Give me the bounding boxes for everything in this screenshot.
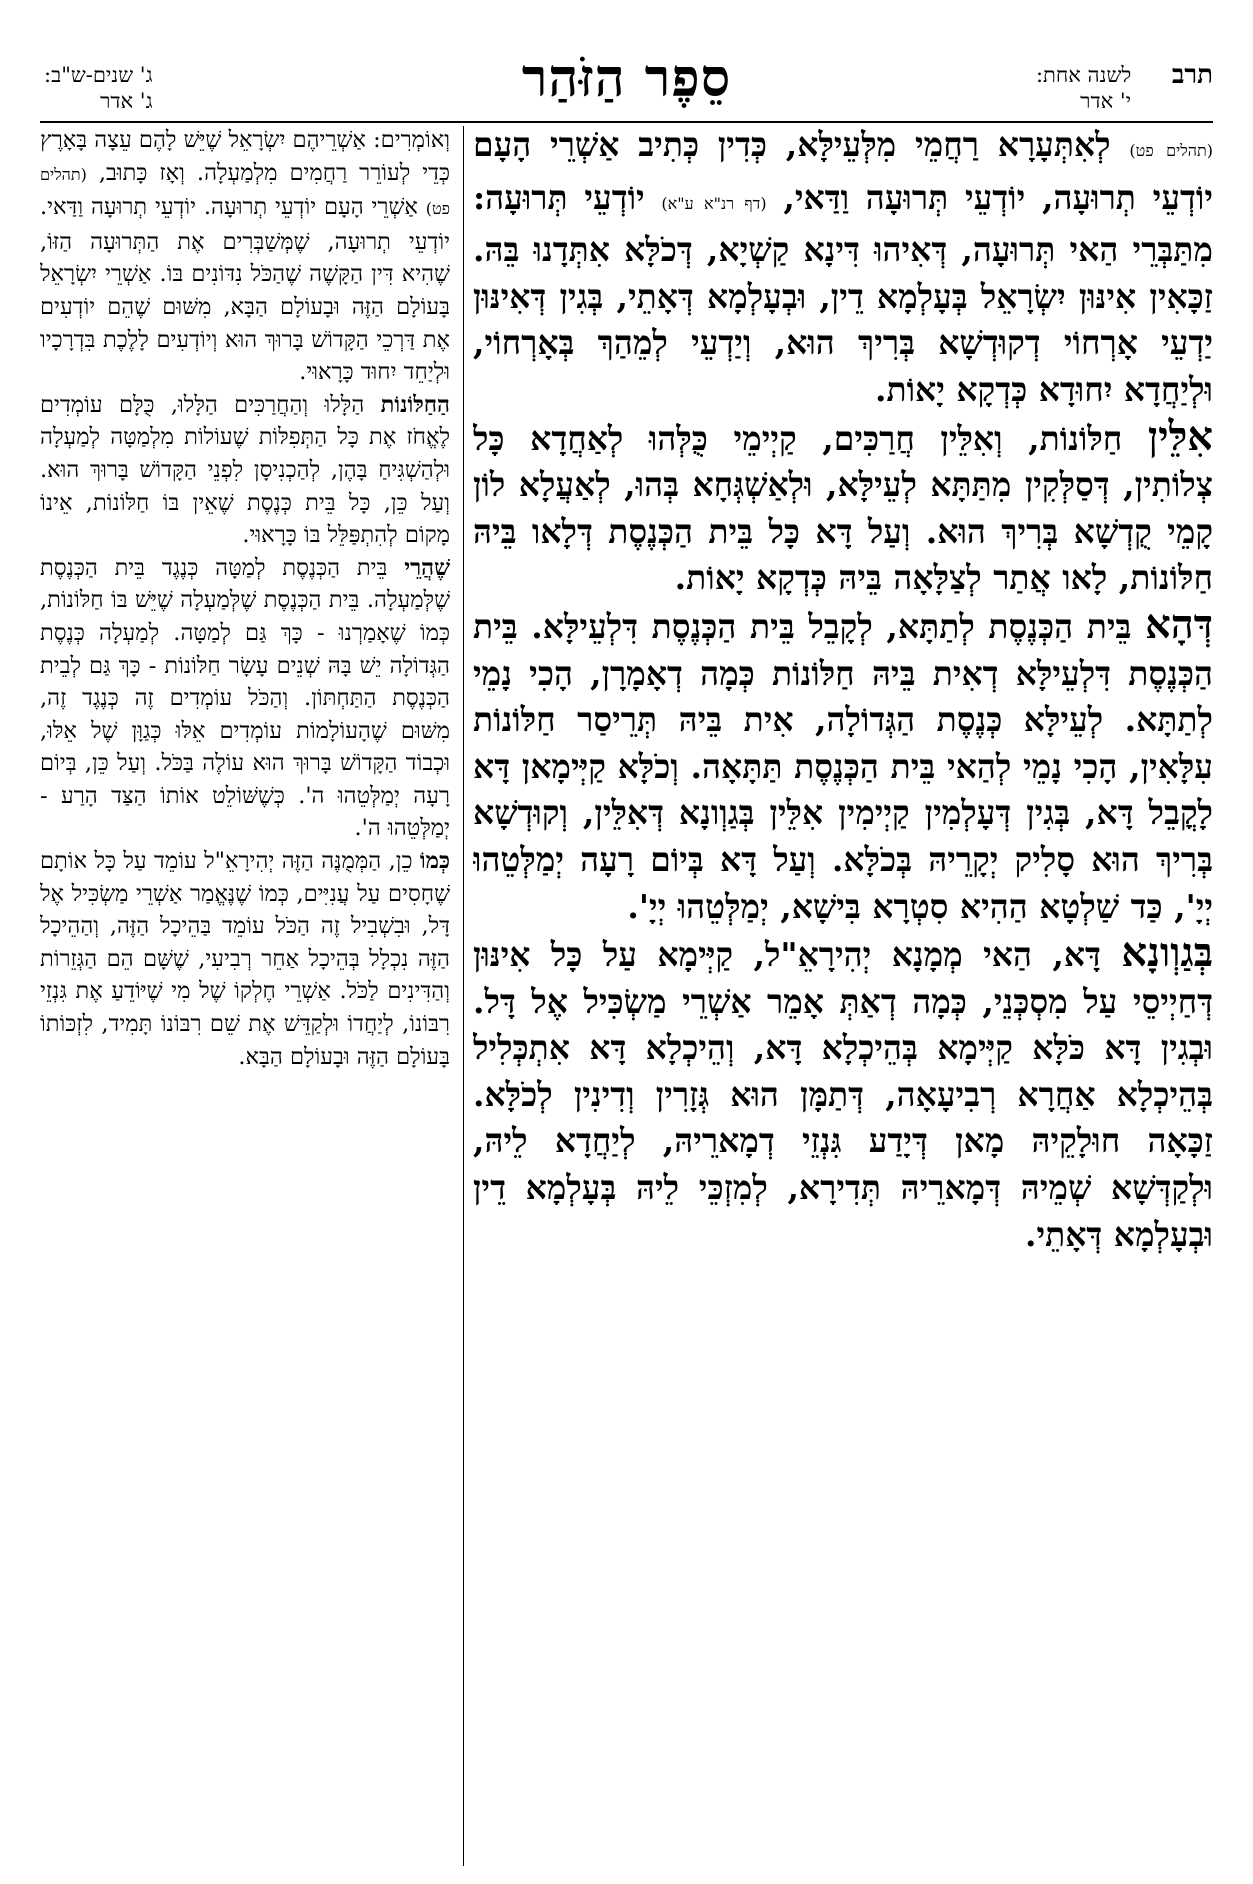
- lead-word: כְּמוֹ: [419, 848, 450, 875]
- main-text: מִתַּבְּרֵי הַאי תְּרוּעָה, דְּאִיהוּ דִּינָא קַשְׁיָא, דְּכֹלָּא אִתְּדָנוּ בֵּהּ. זַכָּאִין אִינּוּן יִשְׂרָאֵל בְּעָלְמָא דֵין, וּבְעָלְמָא דְּאָתֵי, בְּגִין דְּאִינּוּן יַדְעֵי אָרְחוֹי דְקוּדְשָׁא בְּרִיךְ הוּא, וְיַדְעֵי לְמֵהַךְ בְּאָרְחוֹי, וּלְיַחֲדָא יִחוּדָא כְּדְקָא יָאוֹת.: [473, 230, 1213, 409]
- main-paragraph-4: [473, 930, 1213, 1258]
- scripture-reference: (תהלים פט): [40, 164, 450, 219]
- main-paragraph-1: [473, 122, 1213, 414]
- side-text: וְאוֹמְרִים: אַשְׁרֵיהֶם יִשְׂרָאֵל שֶׁיֵּשׁ לָהֶם עֵצָה בָּאָרֶץ כְּדֵי לְעוֹרֵר רַחֲמִים מִלְמַעְלָה. וְאָז כָּתוּב,: [40, 127, 450, 186]
- book-title: סֵפֶר הַזֹּהַר: [521, 48, 732, 109]
- right-schedule-label: לשנה אחת:: [1035, 63, 1132, 87]
- main-text: חַלּוֹנוֹת, וְאִלֵּין חֲרַכִּים, קַיְימֵי כֻּלְּהוּ לְאַחֲדָא כָּל צְלוֹתִין, דְּסַלְּקִין מִתַּתָּא לְעֵילָּא, וּלְאַשְׁגְּחָא בְּהוּ, לְאַעֲלָא לוֹן קָמֵי קֻדְשָׁא בְּרִיךְ הוּא. וְעַל דָּא כָּל בֵּית הַכְּנֶסֶת דְּלָאו בֵּיהּ חַלּוֹנוֹת, לָאו אֲתַר לְצַלָּאָה בֵּיהּ כְּדְקָא יָאוֹת.: [473, 418, 1213, 598]
- lead-word: בְּגַוְונָא: [1121, 929, 1213, 977]
- folio-reference: (דף רנ"א ע"א): [661, 193, 767, 213]
- side-text: כֵן, הַמְּמֻנֶּה הַזֶּה יְהִירָאֵ"ל עוֹמֵד עַל כָּל אוֹתָם שֶׁחָסִים עַל עֲנִיִּים, כְּמוֹ שֶׁנֶּאֱמַר אַשְׁרֵי מַשְׂכִּיל אֶל דָּל, וּבִשְׁבִיל זֶה הַכֹּל עוֹמֵד בַּהֵיכָל הַזֶּה, וְהַהֵיכָל הַזֶּה נִכְלָל בְּהֵיכָל אַחֵר רְבִיעִי, שֶׁשָּׁם הֵם הַגְּזֵרוֹת וְהַדִּינִים לַכֹּל. אַשְׁרֵי חֶלְקוֹ שֶׁל מִי שֶׁיּוֹדֵעַ אֶת גִּנְזֵי רִבּוֹנוֹ, לְיַחֲדוֹ וּלְקַדֵּשׁ אֶת שֵׁם רִבּוֹנוֹ תָּמִיד, לִזְכּוֹתוֹ בָּעוֹלָם הַזֶּה וּבָעוֹלָם הַבָּא.: [40, 848, 450, 1070]
- main-text: לְאִתְּעָרָא רַחֲמֵי מִלְּעֵילָּא, כְּדִין כְּתִיב אַשְׁרֵי הָעָם יוֹדְעֵי תְרוּעָה, יוֹדְעֵי תְּרוּעָה וַדַּאי,: [473, 125, 1213, 217]
- side-paragraph-1: [40, 124, 450, 389]
- side-paragraph-4: [40, 845, 450, 1073]
- hebrew-translation-column: [40, 124, 450, 1864]
- scripture-reference: (תהלים פט): [1129, 141, 1213, 160]
- lead-word: שֶׁהֲרֵי: [404, 554, 450, 581]
- main-paragraph-3: [473, 602, 1213, 930]
- side-paragraph-2: [40, 389, 450, 552]
- lead-word: אִלֵּין: [1147, 412, 1213, 460]
- lead-word: הַחַלּוֹנוֹת: [380, 391, 450, 418]
- side-paragraph-3: [40, 552, 450, 845]
- lead-word: דְּהָא: [1145, 600, 1213, 648]
- main-paragraph-2: [473, 414, 1213, 602]
- aramaic-main-column: [473, 122, 1213, 1862]
- side-text: אַשְׁרֵי הָעָם יוֹדְעֵי תְרוּעָה. יוֹדְעֵי תְרוּעָה וַדַּאי. יוֹדְעֵי תְרוּעָה, שֶׁמְּשַׁבְּרִים אֶת הַתְּרוּעָה הַזּוֹ, שֶׁהִיא דִּין הַקָּשֶׁה שֶׁהַכֹּל נִדּוֹנִים בּוֹ. אַשְׁרֵי יִשְׂרָאֵל בָּעוֹלָם הַזֶּה וּבָעוֹלָם הַבָּא, מִשּׁוּם שֶׁהֵם יוֹדְעִים אֶת דַּרְכֵי הַקָּדוֹשׁ בָּרוּךְ הוּא וְיוֹדְעִים לָלֶכֶת בִּדְרָכָיו וּלְיַחֵד יִחוּד כָּרָאוּי.: [40, 194, 450, 386]
- page-number: תרב: [1171, 60, 1213, 90]
- main-text: בֵּית הַכְּנֶסֶת לְתַתָּא, לְקָבֵל בֵּית הַכְּנֶסֶת דִּלְעֵילָּא. בֵּית הַכְּנֶסֶת דִּלְעֵילָּא דְאִית בֵּיהּ חַלּוֹנוֹת כְּמָה דְאָמָרָן, הָכִי נָמֵי לְתַתָּא. לְעֵילָּא כְּנֶסֶת הַגְּדוֹלָה, אִית בֵּיהּ תְּרֵיסַר חַלּוֹנוֹת עִלָּאִין, הָכִי נָמֵי לְהַאי בֵּית הַכְּנֶסֶת תַּתָּאָה. וְכֹלָּא קַיְּימָאן דָּא לָקֳבֵל דָּא, בְּגִין דְּעָלְמִין קַיְימִין אִלֵּין בְּגַוְונָא דְּאִלֵּין, וְקוּדְשָׁא בְּרִיךְ הוּא סָלִיק יְקָרֵיהּ בְּכֹלָּא. וְעַל דָּא בְּיוֹם רָעָה יְמַלְּטֵהוּ יְיָ', כַּד שַׁלְטָא הַהִיא סִטְרָא בִּישָׁא, יְמַלְּטֵהוּ יְיָ'.: [473, 606, 1213, 926]
- right-schedule-date: י' אדר: [1080, 89, 1132, 113]
- header-left-date: [44, 62, 153, 122]
- side-text: הַלָּלוּ וְהַחֲרַכִּים הַלָּלוּ, כֻּלָּם עוֹמְדִים לֶאֱחֹז אֶת כָּל הַתְּפִלּוֹת שֶׁעוֹלוֹת מִלְמַטָּה לְמַעְלָה וּלְהַשְׁגִּיחַ בָּהֶן, לְהַכְנִיסָן לִפְנֵי הַקָּדוֹשׁ בָּרוּךְ הוּא. וְעַל כֵּן, כָּל בֵּית כְּנֶסֶת שֶׁאֵין בּוֹ חַלּוֹנוֹת, אֵינוֹ מָקוֹם לְהִתְפַּלֵּל בּוֹ כָּרָאוּי.: [40, 391, 450, 549]
- lead-word: יוֹדְעֵי תְּרוּעָה:: [473, 177, 645, 217]
- side-text: בֵּית הַכְּנֶסֶת לְמַטָּה כְּנֶגֶד בֵּית הַכְּנֶסֶת שֶׁלְּמַעְלָה. בֵּית הַכְּנֶסֶת שֶׁלְּמַעְלָה שֶׁיֵּשׁ בּוֹ חַלּוֹנוֹת, כְּמוֹ שֶׁאָמַרְנוּ - כָּךְ גַּם לְמַטָּה. לְמַעְלָה כְּנֶסֶת הַגְּדוֹלָה יֵשׁ בָּהּ שְׁנֵים עָשָׂר חַלּוֹנוֹת - כָּךְ גַּם לְבֵית הַכְּנֶסֶת הַתַּחְתּוֹן. וְהַכֹּל עוֹמְדִים זֶה כְּנֶגֶד זֶה, מִשּׁוּם שֶׁהָעוֹלָמוֹת עוֹמְדִים אֵלּוּ כְּגַוָּן שֶׁל אֵלּוּ, וּכְבוֹד הַקָּדוֹשׁ בָּרוּךְ הוּא עוֹלֶה בַּכֹּל. וְעַל כֵּן, בְּיוֹם רָעָה יְמַלְּטֵהוּ ה'. כְּשֶׁשּׁוֹלֵט אוֹתוֹ הַצַּד הָרַע - יְמַלְּטֵהוּ ה'.: [40, 554, 450, 842]
- left-schedule-date: ג' אדר: [100, 89, 153, 113]
- left-schedule-label: ג' שנים-ש"ב:: [44, 63, 153, 87]
- column-divider: [463, 126, 464, 1866]
- main-text: דָּא, הַאי מְמָנָא יְהִירָאֵ"ל, קַיְּימָא עַל כָּל אִינּוּן דְּחַיְיסֵי עַל מִסְכְּנֵי, כְּמָה דְאַתְּ אָמֵר אַשְׁרֵי מַשְׂכִּיל אֶל דָּל. וּבְגִין דָּא כֹּלָּא קַיְּימָא בְּהֵיכְלָא דָּא, וְהֵיכְלָא דָּא אִתְכְּלִיל בְּהֵיכְלָא אַחֲרָא רְבִיעָאָה, דְּתַמָּן הוּא גְּזָרִין וְדִינִין לְכֹלָּא. זַכָּאָה חוּלָקֵיהּ מָאן דְּיָדַע גִּנְזֵי דְמָארֵיהּ, לְיַחֲדָא לֵיהּ, וּלְקַדְּשָׁא שְׁמֵיהּ דְּמָארֵיהּ תְּדִירָא, לְמִזְכֵּי לֵיהּ בְּעָלְמָא דֵין וּבְעָלְמָא דְּאָתֵי.: [473, 935, 1213, 1254]
